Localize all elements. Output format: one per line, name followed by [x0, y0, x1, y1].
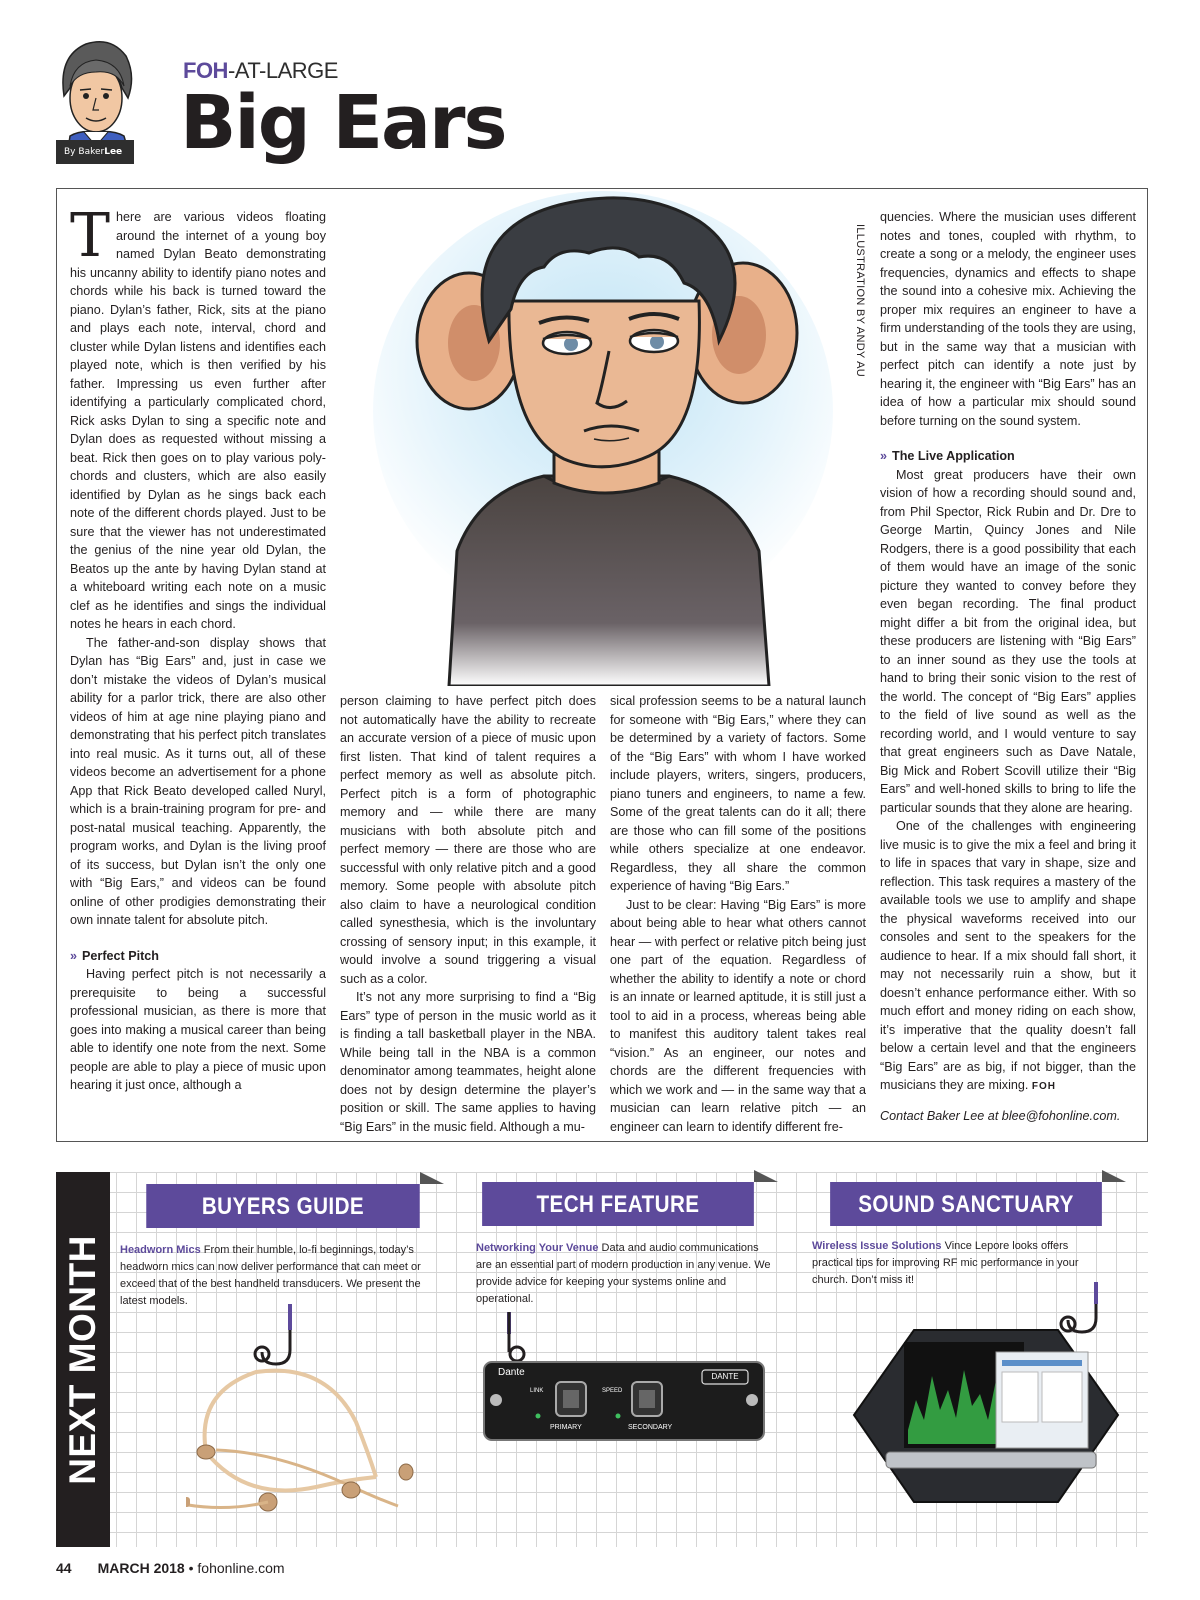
banner-fold [1102, 1170, 1126, 1182]
headline: Big Ears [180, 80, 506, 166]
article-paragraph: person claiming to have perfect pitch does not automatically have the ability to recreate an accurate version of a piece of music upon first listen. That kind of talent requires a perfect memory as well as absolute pitch. Perfect pitch is a form of photographic memory and — while there are many musicians with both absolute pitch and perfect memory — there are those who are successful with only relative pitch and a good memory. Some people with absolute pitch also claim to have a neurological condition called synesthesia, which is the involuntary crossing of sensory input; in this example, it would involve a sound triggering a visual such as a color. [340, 694, 596, 986]
article-paragraph: Most great producers have their own vision of how a recording should sound and, from Phil Spector, Rick Rubin and Dr. Dre to George Martin, Quincy Jones and Nile Rodgers, there is a good possibility that each of them would have an image of the sonic picture they wanted to convey before they even began recording. The final product might differ a bit from the original idea, but these producers are listening with “Big Ears” to an inner sound as they use the tools at hand to bring their sonic vision to the rest of the world. The concept of “Big Ears” applies to the field of live sound as well as the recording world, and I would venture to say that great engineers such as Dave Natale, Big Mick and Robert Scovill utilize their “Big Ears” and well-honed skills to bring to life the particular sounds that they alone are hearing. [880, 467, 1136, 815]
kicker-brand: FOH [183, 58, 228, 83]
next-month-label: NEXT MONTH [62, 1235, 103, 1485]
dropcap: T [70, 201, 111, 271]
article-paragraph [70, 201, 326, 634]
folio-separator: • [188, 1560, 194, 1576]
blurb-text: From their humble, lo-fi beginnings, today’s headworn mics can now deliver performance that can meet or exceed that of the best handheld transducers. We present the latest models. [120, 1244, 421, 1307]
next-month-panel [56, 1172, 1148, 1547]
article-column-1 [70, 201, 326, 1095]
subhead-text: Perfect Pitch [82, 948, 160, 963]
dante-card-image [480, 1312, 770, 1442]
kicker-rest: -AT-LARGE [227, 58, 338, 83]
blurb-lead: Wireless Issue Solutions [812, 1240, 942, 1252]
illustration-big-ears [339, 191, 867, 686]
article-paragraph: Just to be clear: Having “Big Ears” is more about being able to hear what others cannot hear — with perfect or relative pitch being just one part of the equation. Regardless of whether the ability to identify a note or chord is an innate or learned aptitude, it is still just a tool to aid in a process, whereas being able to manifest this auditory talent takes real “vision.” As an engineer, our notes and chords are the different frequencies with which we work and — in the same way that a musician can learn relative pitch — an engineer can learn to identify different fre- [610, 897, 866, 1134]
banner-title: TECH FEATURE [482, 1182, 754, 1226]
article-column-3 [610, 692, 866, 1136]
author-contact: Contact Baker Lee at blee@fohonline.com. [880, 1108, 1121, 1123]
dante-link: LINK [530, 1388, 544, 1394]
article-paragraph: The father-and-son display shows that Dylan has “Big Ears” and, just in case we don’t mistake the videos of Dylan’s musical ability for a parlor trick, there are also other videos of him at age nine playing piano and demonstrating that his perfect pitch translates into real music. As it turns out, all of these videos become an advertisement for a phone App that Rick Beato developed called Nuryl, which is a brain-training program for pre- and post-natal musical teaching. Apparently, the program works, and Dylan is the living proof of its success, but Dylan isn’t the only one with “Big Ears,” and videos can be found online of other prodigies demonstrating their own innate talent for absolute pitch. [70, 635, 326, 927]
article-column-4 [880, 208, 1136, 1125]
article-paragraph: sical profession seems to be a natural launch for someone with “Big Ears,” where they can be determined by a variety of factors. Some of the “Big Ears” with whom I have worked include players, writers, singers, producers, piano tuners and engineers, to name a few. Some of the great talents can do it all; there are those who can fill some of the positions while others specialize at one endeavor. Regardless, they all share the common experience of having “Big Ears.” [610, 694, 866, 893]
page-folio [56, 1560, 285, 1576]
banner-title: BUYERS GUIDE [146, 1184, 419, 1228]
byline-last: Lee [104, 147, 123, 157]
blurb-text: Vince Lepore looks offers practical tips for improving RF mic performance in your church. Don’t miss it! [812, 1240, 1079, 1286]
dante-secondary: SECONDARY [628, 1424, 673, 1431]
blurb-text: Data and audio communications are an essential part of modern production in any venue. We provide advice for keeping your systems online and operational. [476, 1242, 771, 1305]
article-column-2 [340, 692, 596, 1136]
byline [56, 140, 134, 164]
subhead-perfect-pitch [70, 947, 326, 966]
article-paragraph-text: One of the challenges with engineering live music is to give the mix a feel and bring it to life in spaces that vary in shape, size and reflection. This task requires a mastery of the available tools we use to amplify and shape the physical waveforms received into our consoles and sent to the speakers for the audience to hear. If a mix should fall short, it may not necessarily ruin a show, but it doesn’t enhance performance either. With so much effort and money riding on each show, it’s imperative that the quality doesn’t fall below a certain level and that the engineers “Big Ears” are as big, if not bigger, than the musicians they are mixing. [880, 819, 1136, 1092]
banner-tech-feature [460, 1182, 776, 1226]
banner-buyers-guide [124, 1184, 442, 1228]
article-paragraph: Having perfect pitch is not necessarily a prerequisite to being a successful professional musician, as there is more that goes into making a musical career than being able to identify one note from the next. Some people are able to play a piece of music upon hearing it just once, although a [70, 967, 326, 1092]
dante-speed: SPEED [602, 1388, 623, 1394]
site-url: fohonline.com [197, 1560, 285, 1576]
subhead-text: The Live Application [892, 449, 1015, 463]
rf-software-laptop-image [846, 1280, 1126, 1510]
banner-fold [754, 1170, 778, 1182]
dante-brand: Dante [498, 1367, 525, 1378]
next-month-sidebar [56, 1172, 110, 1547]
subhead-live-application [880, 447, 1136, 466]
byline-first: Baker [78, 147, 105, 157]
issue-date: MARCH 2018 [97, 1560, 185, 1576]
blurb-tech-feature [476, 1240, 776, 1308]
dante-primary: PRIMARY [550, 1424, 582, 1431]
article-paragraph: It’s not any more surprising to find a “Big Ears” type of person in the music world as it is finding a tall basketball player in the NBA. While being tall in the NBA is a common denominator among teammates, height alone does not by design determine the player’s position or skill. The same applies to having “Big Ears” in the music field. Although a mu- [340, 990, 596, 1134]
banner-sound-sanctuary [808, 1182, 1124, 1226]
blurb-buyers-guide [120, 1242, 442, 1310]
chevron-right-icon: » [70, 948, 78, 963]
article-paragraph [880, 817, 1136, 1097]
dante-badge: DANTE [711, 1372, 739, 1381]
article-frame [56, 188, 1148, 1142]
page-number: 44 [56, 1560, 72, 1576]
illustration-credit: ILLUSTRATION BY ANDY AU [854, 224, 866, 378]
blurb-lead: Networking Your Venue [476, 1242, 599, 1254]
headworn-mic-image [186, 1302, 446, 1542]
chevron-right-icon: » [880, 449, 888, 463]
banner-fold [420, 1172, 444, 1184]
byline-prefix: By [64, 147, 76, 157]
banner-title: SOUND SANCTUARY [830, 1182, 1102, 1226]
end-mark: FOH [1031, 1081, 1056, 1092]
article-paragraph: quencies. Where the musician uses different notes and tones, coupled with rhythm, to create a song or a melody, the engineer uses frequencies, dynamics and effects to shape the sound into a cohesive mix. Achieving the proper mix requires an engineer to have a firm understanding of the tools they are using, but in the same way that a musician with perfect pitch can identify a note just by hearing it, the engineer with “Big Ears” has an idea of how a particular mix should sound before turning on the sound system. [880, 210, 1136, 428]
article-paragraph-text: here are various videos floating around the internet of a young boy named Dylan Beato demonstrating his uncanny ability to identify piano notes and chords while his back is turned toward the piano. Dylan’s father, Rick, sits at the piano and plays each note, interval, chord and cluster while Dylan listens and identifies each played note, which is then verified by his father. Impressing us even further after identifying a particularly complicated chord, Rick asks Dylan to sing a specific note and Dylan does as requested without missing a beat. Rick then goes on to play various poly-chords and clusters, which are also easily identified by Dylan as he sings back each note of the different chords played. Just to be sure that the viewer has not underestimated the genius of the nine year old Dylan, the Beatos up the ante by having Dylan stand at a whiteboard writing each note on a music clef as he identifies and sings the individual notes he hears in each chord. [70, 210, 326, 631]
blurb-lead: Headworn Mics [120, 1244, 201, 1256]
